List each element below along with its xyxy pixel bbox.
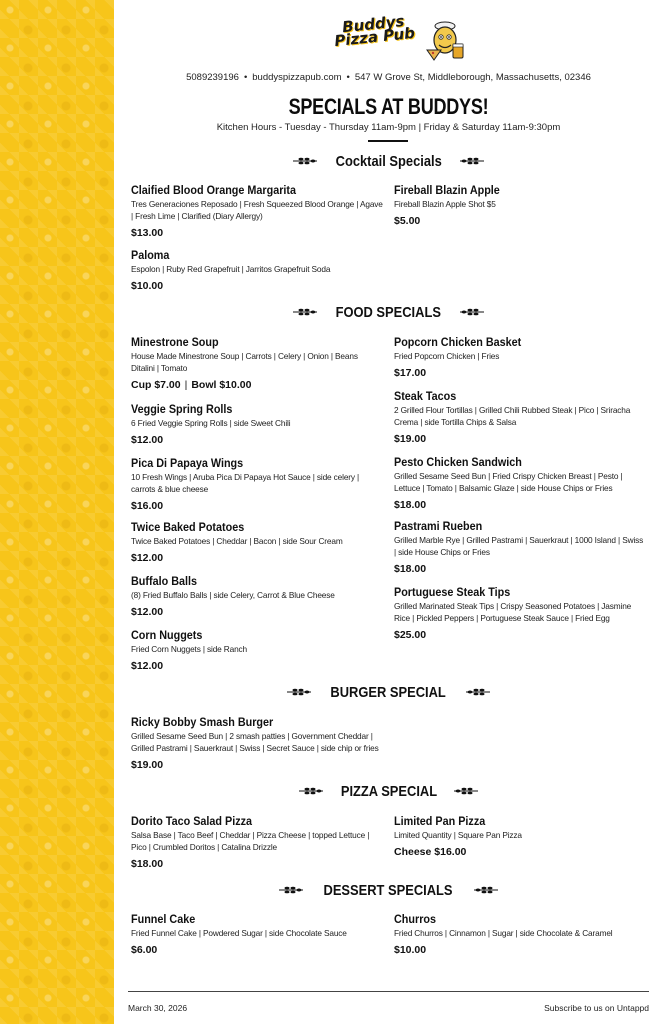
item-price: $10.00 — [131, 280, 164, 292]
title-divider — [368, 140, 408, 142]
item-name: Pastrami Rueben — [394, 519, 483, 533]
website-link[interactable]: buddyspizzapub.com — [252, 72, 342, 83]
wheat-ornament-icon — [466, 687, 490, 697]
item-description: Salsa Base | Taco Beef | Cheddar | Pizza Cheese | topped Lettuce | Pico | Crumbled Doritos | Catalina Drizzle — [131, 830, 370, 852]
item-price — [131, 379, 383, 391]
item-name: Popcorn Chicken Basket — [394, 335, 522, 349]
wheat-ornament-icon — [454, 786, 478, 796]
item-price: $12.00 — [131, 552, 164, 564]
menu-item — [394, 814, 646, 858]
item-name: Steak Tacos — [394, 389, 457, 403]
item-name: Portuguese Steak Tips — [394, 585, 511, 599]
item-price: $5.00 — [394, 215, 421, 227]
footer-date: March 30, 2026 — [128, 1003, 188, 1013]
item-description: 6 Fried Veggie Spring Rolls | side Sweet Chili — [131, 418, 291, 428]
section-title: Cocktail Specials — [335, 152, 442, 170]
item-description: Limited Quantity | Square Pan Pizza — [394, 830, 522, 840]
price-cup: Cup $7.00 — [131, 379, 181, 391]
price-separator: | — [184, 379, 188, 391]
logo-wordmark: Buddys Pizza Pub — [333, 11, 416, 51]
item-name: Funnel Cake — [131, 912, 196, 926]
item-price: $19.00 — [131, 759, 164, 771]
phone-number: 5089239196 — [186, 72, 239, 83]
menu-item — [131, 520, 383, 564]
menu-item — [394, 455, 646, 511]
item-description: Grilled Sesame Seed Bun | 2 smash patties | Government Cheddar | Grilled Pastrami | Sauerkraut | Swiss | Secret Sauce | side chip or fries — [131, 731, 379, 753]
item-description: Grilled Marble Rye | Grilled Pastrami | Sauerkraut | 1000 Island | Swiss | side House Chips or Fries — [394, 535, 644, 557]
item-name: Paloma — [131, 248, 170, 262]
item-price: $18.00 — [394, 499, 427, 511]
wheat-ornament-icon — [460, 156, 484, 166]
item-price: $19.00 — [394, 433, 427, 445]
item-name: Limited Pan Pizza — [394, 814, 486, 828]
item-price: $12.00 — [131, 660, 164, 672]
section-title: FOOD SPECIALS — [335, 303, 442, 321]
menu-item — [131, 814, 383, 870]
item-name: Minestrone Soup — [131, 335, 219, 349]
menu-item — [394, 335, 646, 379]
item-price: Cheese $16.00 — [394, 846, 467, 858]
item-price: $25.00 — [394, 629, 427, 641]
menu-item — [131, 628, 383, 672]
item-name: Pica Di Papaya Wings — [131, 456, 244, 470]
wheat-ornament-icon — [279, 885, 303, 895]
item-name: Pesto Chicken Sandwich — [394, 455, 522, 469]
item-description: House Made Minestrone Soup | Carrots | Celery | Onion | Beans Ditalini | Tomato — [131, 351, 358, 373]
menu-item — [131, 183, 383, 239]
decorative-yellow-pattern-stripe — [0, 0, 114, 1024]
item-price: $6.00 — [131, 944, 158, 956]
wheat-ornament-icon — [460, 307, 484, 317]
item-description: Grilled Marinated Steak Tips | Crispy Seasoned Potatoes | Jasmine Rice | Pickled Peppers | Portuguese Steak Sauce | Fried Egg — [394, 601, 632, 623]
street-address: 547 W Grove St, Middleborough, Massachusetts, 02346 — [354, 72, 591, 83]
item-description: Fried Churros | Cinnamon | Sugar | side Chocolate & Caramel — [394, 928, 613, 938]
item-name: Twice Baked Potatoes — [131, 520, 245, 534]
item-description: 2 Grilled Flour Tortillas | Grilled Chili Rubbed Steak | Pico | Sriracha Crema | side Tortilla Chips & Salsa — [394, 405, 631, 427]
item-price: $10.00 — [394, 944, 427, 956]
footer-divider — [128, 991, 649, 992]
item-price: $12.00 — [131, 434, 164, 446]
menu-item — [131, 335, 383, 391]
section-header-burger — [114, 681, 663, 703]
menu-item — [394, 585, 646, 641]
menu-item — [394, 519, 646, 575]
item-description: Fireball Blazin Apple Shot $5 — [394, 199, 496, 209]
item-description: Twice Baked Potatoes | Cheddar | Bacon | side Sour Cream — [131, 536, 343, 546]
menu-item — [394, 389, 646, 445]
item-description: Grilled Sesame Seed Bun | Fried Crispy Chicken Breast | Pesto | Lettuce | Tomato | Balsamic Glaze | side House Chips or Fries — [394, 471, 623, 493]
wheat-ornament-icon — [299, 786, 323, 796]
item-price: $18.00 — [131, 858, 164, 870]
brand-logo — [319, 11, 467, 64]
item-description: Fried Corn Nuggets | side Ranch — [131, 644, 248, 654]
page-title: SPECIALS AT BUDDYS! — [288, 94, 489, 119]
wheat-ornament-icon — [293, 307, 317, 317]
item-name: Fireball Blazin Apple — [394, 183, 500, 197]
wheat-ornament-icon — [287, 687, 311, 697]
item-price: $18.00 — [394, 563, 427, 575]
kitchen-hours: Kitchen Hours - Tuesday - Thursday 11am-9pm | Friday & Saturday 11am-9:30pm — [216, 122, 561, 133]
mascot-logo-icon — [423, 14, 467, 64]
item-price: $16.00 — [131, 500, 164, 512]
section-title: BURGER SPECIAL — [330, 683, 447, 701]
menu-item — [131, 402, 383, 446]
item-name: Claified Blood Orange Margarita — [131, 183, 297, 197]
menu-item — [131, 456, 383, 512]
section-header-pizza — [114, 780, 663, 802]
item-name: Buffalo Balls — [131, 574, 198, 588]
untappd-subscribe-link[interactable]: Subscribe to us on Untappd — [544, 1003, 649, 1013]
price-bowl: Bowl $10.00 — [191, 379, 252, 391]
item-name: Churros — [394, 912, 437, 926]
menu-item — [131, 912, 383, 956]
wheat-ornament-icon — [293, 156, 317, 166]
item-price: $13.00 — [131, 227, 164, 239]
specials-menu-page — [114, 0, 663, 1024]
item-name: Veggie Spring Rolls — [131, 402, 233, 416]
section-header-cocktails — [114, 150, 663, 172]
menu-item — [131, 574, 383, 618]
separator-dot: • — [346, 72, 350, 83]
menu-item — [131, 248, 383, 292]
item-description: 10 Fresh Wings | Aruba Pica Di Papaya Hot Sauce | side celery | carrots & blue cheese — [131, 472, 360, 494]
section-title: DESSERT SPECIALS — [323, 881, 454, 899]
section-title: PIZZA SPECIAL — [340, 782, 437, 800]
item-price: $12.00 — [131, 606, 164, 618]
contact-line — [114, 72, 663, 83]
menu-item — [394, 183, 646, 227]
item-price: $17.00 — [394, 367, 427, 379]
item-description: Fried Funnel Cake | Powdered Sugar | side Chocolate Sauce — [131, 928, 347, 938]
item-name: Corn Nuggets — [131, 628, 203, 642]
item-description: (8) Fried Buffalo Balls | side Celery, Carrot & Blue Cheese — [131, 590, 335, 600]
menu-item — [131, 715, 383, 771]
item-description: Fried Popcorn Chicken | Fries — [394, 351, 500, 361]
menu-item — [394, 912, 646, 956]
section-header-food — [114, 301, 663, 323]
item-name: Ricky Bobby Smash Burger — [131, 715, 274, 729]
section-header-dessert — [114, 879, 663, 901]
wheat-ornament-icon — [474, 885, 498, 895]
item-description: Espolon | Ruby Red Grapefruit | Jarritos Grapefruit Soda — [131, 264, 331, 274]
item-name: Dorito Taco Salad Pizza — [131, 814, 253, 828]
item-description: Tres Generaciones Reposado | Fresh Squeezed Blood Orange | Agave | Fresh Lime | Clarified (Diary Allergy) — [131, 199, 383, 221]
separator-dot: • — [243, 72, 248, 83]
